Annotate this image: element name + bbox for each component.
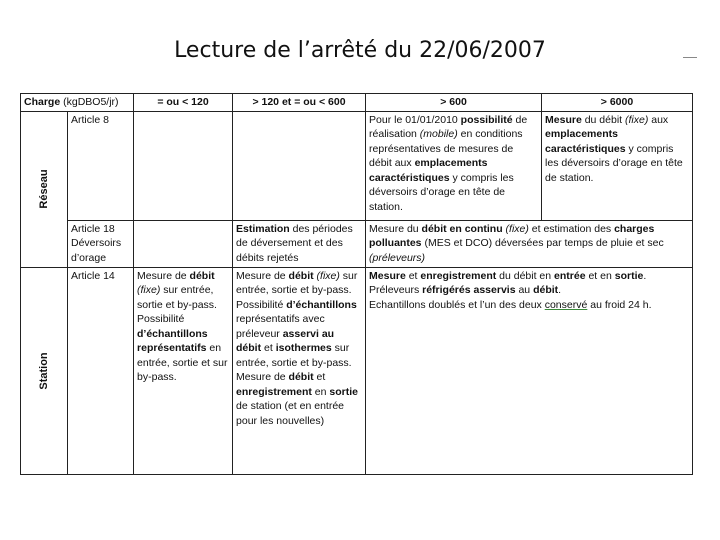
- cell-empty: [134, 220, 233, 267]
- cell-art8-col3: Pour le 01/01/2010 possibilité de réalisation (mobile) en conditions représentatives de mesures de débit aux emplacements caractéristiques y compris les déversoirs d’orage en tête de station.: [366, 111, 542, 220]
- cell-art8-col4: Mesure du débit (fixe) aux emplacements caractéristiques y compris les déversoirs d’orage en tête de station.: [542, 111, 693, 220]
- art14-line-1: Mesure et enregistrement du débit en entrée et en sortie.: [369, 269, 647, 282]
- cell-empty: [233, 111, 366, 220]
- table-header-row: [21, 94, 693, 112]
- art14-line-2: Préleveurs réfrigérés asservis au débit.: [369, 284, 562, 296]
- row-label-article-8: Article 8: [68, 111, 134, 220]
- row-label-article-18: Article 18 Déversoirs d’orage: [68, 220, 134, 267]
- table-row: [21, 111, 693, 220]
- cell-art14-col2: Mesure de débit (fixe) sur entrée, sortie et by-pass. Possibilité d’échantillons représentatifs avec préleveur asservi au débit et isothermes sur entrée, sortie et by-pass. Mesure de débit et enregistrement en sortie de station (et en entrée pour les nouvelles): [233, 267, 366, 474]
- art14-line-3: Echantillons doublés et l’un des deux conservé au froid 24 h.: [369, 298, 652, 311]
- cell-art18-col2: Estimation des périodes de déversement et des débits rejetés: [233, 220, 366, 267]
- section-station: Station: [21, 267, 68, 474]
- corner-dash: [683, 57, 697, 58]
- cell-art14-col34: [366, 267, 693, 474]
- slide-title: Lecture de l’arrêté du 22/06/2007: [174, 38, 546, 63]
- cell-art14-col1: Mesure de débit (fixe) sur entrée, sortie et by-pass. Possibilité d’échantillons représentatifs en entrée, sortie et sur by-pass.: [134, 267, 233, 474]
- table-row: [21, 220, 693, 267]
- header-col-3: > 600: [366, 94, 542, 112]
- header-charge: Charge (kgDBO5/jr): [21, 94, 134, 112]
- section-reseau: Réseau: [21, 111, 68, 267]
- row-label-article-14: Article 14: [68, 267, 134, 474]
- cell-art18-col34: Mesure du débit en continu (fixe) et estimation des charges polluantes (MES et DCO) déversées par temps de pluie et sec (préleveurs): [366, 220, 693, 267]
- header-col-2: > 120 et = ou < 600: [233, 94, 366, 112]
- header-col-1: = ou < 120: [134, 94, 233, 112]
- cell-empty: [134, 111, 233, 220]
- table-row: [21, 267, 693, 474]
- requirements-table: [20, 93, 693, 475]
- header-col-4: > 6000: [542, 94, 693, 112]
